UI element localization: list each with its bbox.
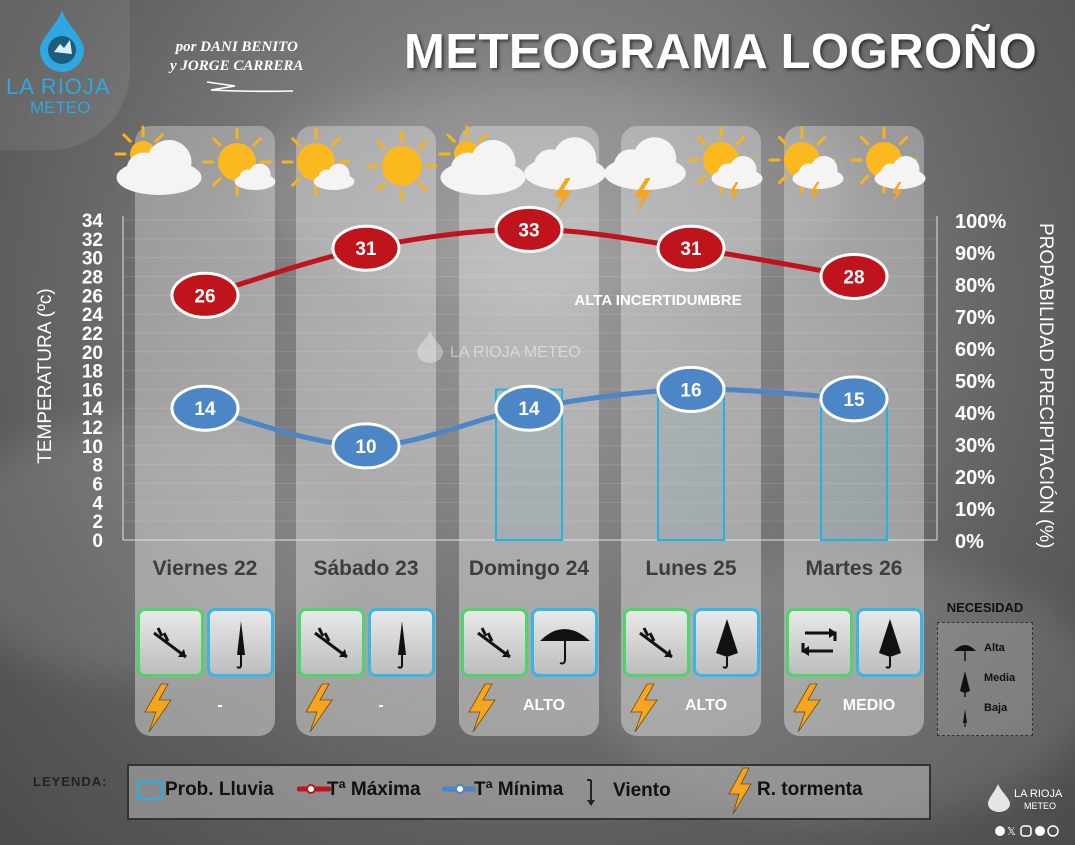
watermark: LA RIOJA METEO [450, 344, 581, 361]
page-title: METEOGRAMA LOGROÑO [404, 25, 1038, 79]
telegram-icon [1035, 826, 1045, 836]
y-tick-left: 20 [81, 342, 103, 364]
y-tick-right: 60% [955, 339, 996, 361]
whatsapp-icon [1048, 826, 1058, 836]
tmin-label: 15 [843, 389, 865, 411]
wind-legend-icon [584, 776, 598, 808]
umbrella-closed-low-icon [207, 608, 274, 677]
legend [127, 764, 931, 820]
day-label: Lunes 25 [645, 557, 737, 580]
uncertainty-annotation: ALTA INCERTIDUMBRE [574, 292, 742, 309]
logo-name: LA RIOJA [6, 74, 111, 99]
wind-arrow-southeast-icon [137, 608, 204, 677]
y-tick-right: 70% [955, 307, 996, 329]
y-tick-right: 20% [955, 467, 996, 489]
y-tick-right: 80% [955, 275, 996, 297]
storm-risk-level: - [217, 697, 223, 714]
corner-logo-sub: METEO [1024, 801, 1057, 811]
legend-storm: R. tormenta [757, 779, 863, 800]
y-axis-left-title: TEMPERATURA (ºc) [35, 288, 56, 464]
tmin-label: 16 [680, 380, 702, 402]
instagram-icon [1021, 826, 1031, 836]
legend-label: LEYENDA: [33, 774, 108, 789]
storm-risk-level: ALTO [522, 697, 566, 714]
storm-legend-icon [725, 766, 755, 816]
tmin-legend-swatch [442, 780, 476, 798]
day-label: Sábado 23 [313, 557, 419, 580]
facebook-icon [995, 826, 1005, 836]
authors-line-2: y JORGE CARRERA [170, 58, 304, 74]
corner-logo-name: LA RIOJA [1014, 788, 1063, 800]
y-tick-left: 24 [81, 305, 103, 327]
tmax-legend-swatch [297, 780, 331, 798]
y-axis-right-title: PROPABILIDAD PRECIPITACIÓN (%) [1035, 223, 1056, 549]
y-tick-right: 30% [955, 435, 996, 457]
sun-core [368, 132, 436, 200]
y-tick-right: 90% [955, 243, 996, 265]
rain-legend-swatch [137, 781, 163, 800]
social-icons [994, 824, 1074, 838]
legend-tmin: Tª Mínima [474, 779, 564, 800]
tmax-label: 31 [680, 239, 702, 261]
tmax-label: 26 [194, 286, 216, 308]
day-label: Viernes 22 [152, 557, 258, 580]
storm-risk-level: MEDIO [842, 697, 896, 714]
y-tick-left: 28 [81, 267, 103, 289]
tmin-label: 14 [518, 399, 540, 421]
umbrella-closed-medium-icon [693, 608, 760, 677]
necesidad-alta: Alta [984, 642, 1005, 654]
storm-risk-icon [790, 682, 824, 734]
y-tick-right: 0% [955, 531, 984, 553]
umbrella-open-high-icon [531, 608, 598, 677]
umbrella-legend-icons [950, 637, 980, 729]
tmax-label: 33 [518, 220, 540, 242]
y-tick-left: 22 [81, 323, 103, 345]
y-tick-left: 14 [81, 399, 103, 421]
legend-wind: Viento [613, 780, 671, 801]
necesidad-baja: Baja [984, 702, 1008, 714]
storm-risk-level: ALTO [684, 697, 728, 714]
y-tick-right: 10% [955, 499, 996, 521]
y-tick-left: 12 [81, 418, 103, 440]
y-tick-left: 8 [92, 455, 103, 477]
day-label: Domingo 24 [468, 557, 590, 580]
y-tick-left: 30 [81, 248, 103, 270]
wind-arrow-southeast-icon [461, 608, 528, 677]
y-tick-right: 50% [955, 371, 996, 393]
y-tick-left: 26 [81, 286, 103, 308]
necesidad-title: NECESIDAD [946, 600, 1024, 615]
logo-sub: METEO [30, 98, 91, 117]
y-tick-right: 100% [955, 211, 1007, 233]
y-tick-left: 18 [81, 361, 103, 383]
day-label: Martes 26 [805, 557, 903, 580]
y-tick-left: 32 [81, 229, 103, 251]
legend-rain: Prob. Lluvia [165, 779, 274, 800]
tmin-label: 14 [194, 399, 216, 421]
y-tick-left: 6 [92, 474, 103, 496]
storm-risk-level: - [378, 697, 384, 714]
legend-tmax: Tª Máxima [327, 779, 421, 800]
tmin-label: 10 [355, 436, 377, 458]
y-tick-right: 40% [955, 403, 996, 425]
x-icon: 𝕏 [1007, 825, 1016, 838]
y-tick-left: 34 [81, 211, 103, 232]
corner-drop-icon [984, 782, 1014, 812]
umbrella-closed-low-icon [368, 608, 435, 677]
y-tick-left: 16 [81, 380, 103, 402]
umbrella-closed-medium-icon [856, 608, 923, 677]
wind-arrow-southeast-icon [623, 608, 690, 677]
y-tick-left: 10 [81, 436, 103, 458]
tmax-label: 28 [843, 267, 865, 289]
storm-risk-icon [141, 682, 175, 734]
storm-risk-icon [465, 682, 499, 734]
wind-arrow-southeast-icon [298, 608, 365, 677]
storm-risk-icon [302, 682, 336, 734]
y-tick-left: 4 [92, 493, 103, 515]
wind-variable-icon [786, 608, 853, 677]
necesidad-media: Media [984, 672, 1016, 684]
y-tick-left: 2 [92, 512, 103, 534]
storm-risk-icon [627, 682, 661, 734]
authors-line-1: por DANI BENITO [175, 39, 298, 55]
tmax-label: 31 [355, 239, 377, 261]
y-tick-left: 0 [92, 531, 103, 552]
